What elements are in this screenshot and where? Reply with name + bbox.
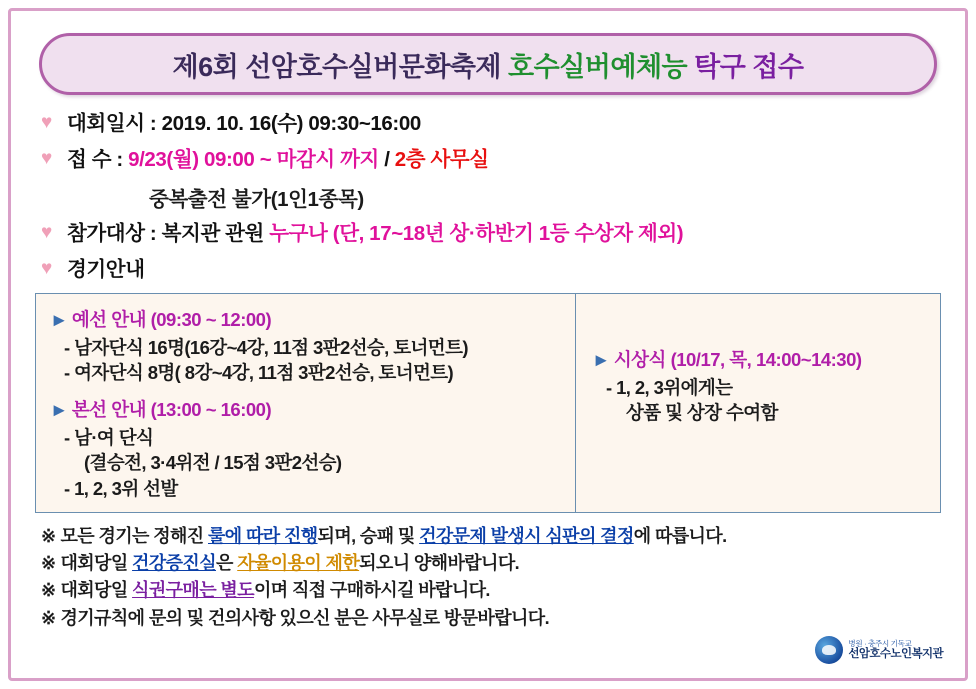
notes-section: [41, 523, 939, 632]
note-mark: ※: [41, 552, 56, 573]
note-mark: ※: [41, 607, 56, 628]
heart-icon: ♥: [41, 147, 52, 169]
info-section: [41, 111, 935, 284]
guide-item: - 남·여 단식: [64, 426, 154, 448]
guide-heading-award: ► 시상식 (10/17, 목, 14:00~14:30): [592, 348, 862, 370]
page-title: [173, 45, 804, 84]
info-line-date: [41, 111, 935, 138]
info-label-match-guide: 경기안내: [67, 257, 145, 281]
info-value-reception-period: 9/23(월) 09:00 ~ 마감시 까지: [128, 147, 379, 171]
note-item: ※ 대회당일 건강증진실은 자율이용이 제한되오니 양해바랍니다.: [41, 552, 520, 573]
water-drop-icon: [815, 636, 843, 664]
arrow-right-icon: ►: [592, 348, 610, 370]
note-mark: ※: [41, 525, 56, 546]
title-part-3: 탁구 접수: [694, 51, 804, 82]
note-item: ※ 모든 경기는 정해진 룰에 따라 진행되며, 승패 및 건강문제 발생시 심판의 결정에 따릅니다.: [41, 525, 727, 546]
logo-text: [848, 640, 943, 660]
heart-icon: ♥: [41, 257, 52, 279]
info-value-date: 2019. 10. 16(수) 09:30~16:00: [161, 112, 421, 135]
info-value-target: 복지관 관원: [161, 222, 270, 246]
guide-heading-final: ► 본선 안내 (13:00 ~ 16:00): [50, 398, 272, 420]
poster-title-banner: [39, 33, 937, 95]
logo-subtitle: 병원 · 충주시 기독교: [848, 639, 912, 649]
info-line-reception: [41, 147, 935, 174]
note-mark: ※: [41, 580, 56, 601]
info-line-target: [41, 221, 935, 248]
guide-item: - 남자단식 16명(16강~4강, 11점 3판2선승, 토너먼트): [64, 336, 468, 358]
guide-item: - 1, 2, 3위 선발: [64, 477, 178, 499]
info-highlight-target: 누구나: [269, 222, 328, 246]
arrow-right-icon: ►: [50, 398, 68, 420]
info-separator: /: [384, 147, 395, 171]
title-part-2: 호수실버예체능: [508, 51, 688, 82]
heart-icon: ♥: [41, 112, 52, 133]
info-label-date: 대회일시 :: [67, 112, 162, 135]
info-line-match-guide: [41, 257, 935, 284]
guide-left-column: [36, 294, 576, 512]
arrow-right-icon: ►: [50, 308, 68, 330]
info-value-reception-place: 2층 사무실: [394, 147, 489, 171]
logo-title: 선암호수노인복지관: [848, 647, 943, 660]
guide-item: 상품 및 상장 수여함: [626, 402, 778, 424]
note-item: ※ 대회당일 식권구매는 별도이며 직접 구매하시길 바랍니다.: [41, 580, 490, 601]
guide-item: - 여자단식 8명( 8강~4강, 11점 3판2선승, 토너먼트): [64, 362, 454, 384]
poster-page: [8, 8, 968, 681]
info-label-reception: 접 수 :: [67, 147, 129, 171]
organization-logo: [815, 636, 943, 664]
guide-right-column: [576, 294, 940, 512]
info-tail-target: (단, 17~18년 상·하반기 1등 수상자 제외): [332, 222, 684, 246]
title-part-1: 제6회 선암호수실버문화축제: [172, 51, 502, 82]
heart-icon: ♥: [41, 222, 52, 244]
info-label-target: 참가대상 :: [67, 222, 162, 246]
guide-box: [35, 293, 941, 513]
guide-heading-preliminary: ► 예선 안내 (09:30 ~ 12:00): [50, 308, 272, 330]
info-subline-reception: 중복출전 불가(1인1종목): [149, 188, 364, 212]
note-item: ※ 경기규칙에 문의 및 건의사항 있으신 분은 사무실로 방문바랍니다.: [41, 607, 549, 628]
guide-item: - 1, 2, 3위에게는: [606, 376, 733, 398]
guide-item: (결승전, 3·4위전 / 15점 3판2선승): [84, 452, 342, 474]
